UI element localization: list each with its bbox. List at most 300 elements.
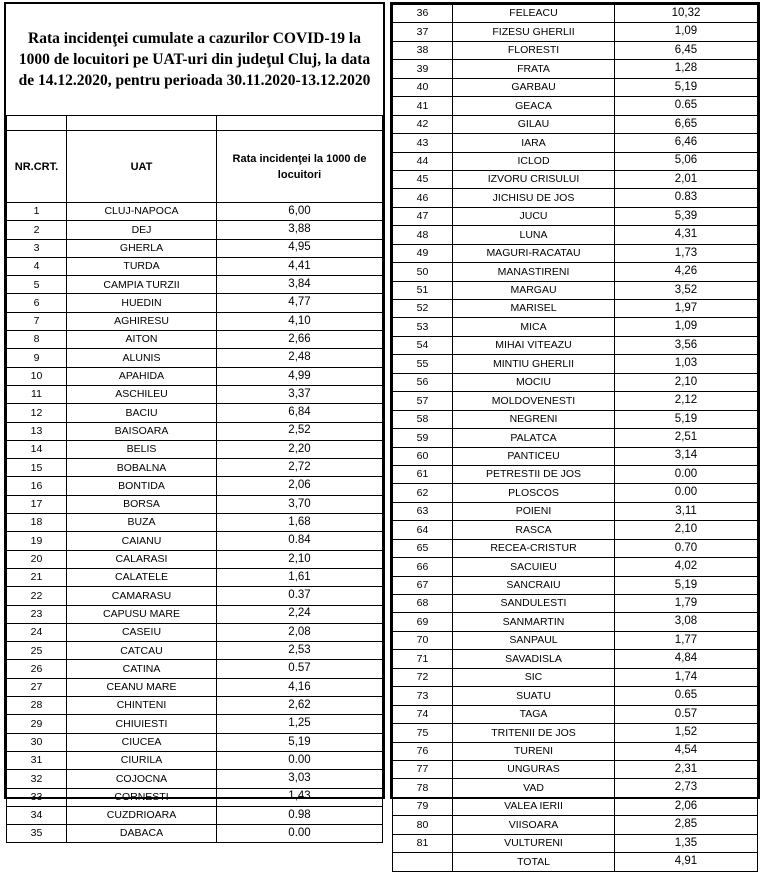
row-number: 13 [7,422,67,440]
table-row [393,521,758,539]
uat-name: PLOSCOS [453,484,615,502]
incidence-rate: 4,10 [217,312,383,330]
incidence-rate: 0.83 [615,189,758,207]
table-row [393,447,758,465]
row-number: 31 [7,751,67,769]
uat-name: DEJ [67,221,217,239]
uat-name: IARA [453,134,615,152]
table-row [7,660,383,678]
incidence-rate: 2,52 [217,422,383,440]
uat-name: AITON [67,331,217,349]
uat-name: SANMARTIN [453,613,615,631]
incidence-table-right [392,4,758,872]
incidence-rate: 1,28 [615,60,758,78]
incidence-rate: 3,08 [615,613,758,631]
incidence-rate: 3,37 [217,385,383,403]
row-number: 6 [7,294,67,312]
row-number: 67 [393,576,453,594]
table-row [7,239,383,257]
table-row [7,605,383,623]
uat-name: CAMPIA TURZII [67,276,217,294]
table-row [393,392,758,410]
incidence-rate: 4,31 [615,226,758,244]
uat-name: PANTICEU [453,447,615,465]
row-number: 64 [393,521,453,539]
table-row [393,724,758,742]
incidence-rate: 1,43 [217,788,383,806]
table-row [7,751,383,769]
row-number: 56 [393,373,453,391]
table-row [393,410,758,428]
table-row [7,678,383,696]
table-row [7,459,383,477]
incidence-rate: 5,19 [217,733,383,751]
table-row [393,336,758,354]
uat-name: PETRESTII DE JOS [453,465,615,483]
row-number: 37 [393,23,453,41]
uat-name: CATCAU [67,642,217,660]
incidence-rate: 3,56 [615,336,758,354]
incidence-rate: 10,32 [615,5,758,23]
row-number: 38 [393,41,453,59]
row-number: 5 [7,276,67,294]
incidence-rate: 1,61 [217,568,383,586]
incidence-rate: 0.57 [615,705,758,723]
uat-name: RASCA [453,521,615,539]
incidence-rate: 5,19 [615,410,758,428]
row-number: 28 [7,697,67,715]
incidence-table-left [6,116,383,843]
row-number: 68 [393,595,453,613]
incidence-rate: 2,72 [217,459,383,477]
row-number: 2 [7,221,67,239]
table-row [7,477,383,495]
total-nr-cell [393,853,453,871]
uat-name: MOCIU [453,373,615,391]
incidence-rate: 0.00 [615,484,758,502]
uat-name: VIISOARA [453,816,615,834]
row-number: 48 [393,226,453,244]
incidence-rate: 2,48 [217,349,383,367]
row-number: 23 [7,605,67,623]
incidence-rate: 2,73 [615,779,758,797]
uat-name: CORNESTI [67,788,217,806]
table-row [7,825,383,843]
incidence-rate: 5,39 [615,207,758,225]
row-number: 72 [393,668,453,686]
uat-name: SUATU [453,687,615,705]
uat-name: VULTURENI [453,834,615,852]
uat-name: CATINA [67,660,217,678]
uat-name: SIC [453,668,615,686]
row-number: 57 [393,392,453,410]
row-number: 54 [393,336,453,354]
incidence-rate: 2,85 [615,816,758,834]
incidence-rate: 1,97 [615,300,758,318]
table-row [393,226,758,244]
table-row [393,115,758,133]
right-table-panel [390,2,760,868]
uat-name: CASEIU [67,623,217,641]
incidence-rate: 2,10 [217,550,383,568]
row-number: 81 [393,834,453,852]
total-rate: 4,91 [615,853,758,871]
incidence-rate: 2,51 [615,429,758,447]
incidence-rate: 2,01 [615,170,758,188]
table-row [7,733,383,751]
row-number: 77 [393,760,453,778]
uat-name: ALUNIS [67,349,217,367]
left-rows [7,203,383,843]
incidence-rate: 1,68 [217,514,383,532]
row-number: 36 [393,5,453,23]
table-row [393,78,758,96]
incidence-rate: 0.00 [217,825,383,843]
header-rate: Rata incidenţei la 1000 de locuitori [217,131,383,203]
uat-name: RECEA-CRISTUR [453,539,615,557]
table-row [393,244,758,262]
row-number: 49 [393,244,453,262]
table-row [393,797,758,815]
table-row [7,221,383,239]
table-row [393,263,758,281]
row-number: 58 [393,410,453,428]
row-number: 51 [393,281,453,299]
uat-name: MARGAU [453,281,615,299]
table-row [393,429,758,447]
table-row [393,613,758,631]
uat-name: FIZESU GHERLII [453,23,615,41]
row-number: 47 [393,207,453,225]
uat-name: MANASTIRENI [453,263,615,281]
table-row [393,207,758,225]
table-row [7,587,383,605]
uat-name: MINTIU GHERLII [453,355,615,373]
table-row [393,502,758,520]
uat-name: NEGRENI [453,410,615,428]
right-rows [393,5,758,853]
incidence-rate: 4,16 [217,678,383,696]
row-number: 17 [7,495,67,513]
incidence-rate: 0.84 [217,532,383,550]
incidence-rate: 6,65 [615,115,758,133]
incidence-rate: 0.98 [217,806,383,824]
uat-name: CALATELE [67,568,217,586]
uat-name: MARISEL [453,300,615,318]
row-number: 25 [7,642,67,660]
incidence-rate: 0.00 [615,465,758,483]
incidence-rate: 2,10 [615,373,758,391]
incidence-rate: 2,06 [615,797,758,815]
uat-name: CIURILA [67,751,217,769]
table-row [393,189,758,207]
incidence-rate: 3,88 [217,221,383,239]
uat-name: TRITENII DE JOS [453,724,615,742]
incidence-rate: 0.00 [217,751,383,769]
table-row [7,495,383,513]
table-row [7,276,383,294]
uat-name: CAPUSU MARE [67,605,217,623]
row-number: 45 [393,170,453,188]
uat-name: AGHIRESU [67,312,217,330]
table-row [393,300,758,318]
table-row [393,816,758,834]
uat-name: COJOCNA [67,770,217,788]
row-number: 15 [7,459,67,477]
incidence-rate: 1,74 [615,668,758,686]
table-row [393,23,758,41]
incidence-rate: 1,77 [615,631,758,649]
table-row [393,834,758,852]
incidence-rate: 1,03 [615,355,758,373]
incidence-rate: 4,26 [615,263,758,281]
table-row [7,349,383,367]
uat-name: CHINTENI [67,697,217,715]
row-number: 52 [393,300,453,318]
uat-name: FELEACU [453,5,615,23]
table-row [393,60,758,78]
table-row [393,668,758,686]
uat-name: BAISOARA [67,422,217,440]
incidence-rate: 2,24 [217,605,383,623]
incidence-rate: 2,12 [615,392,758,410]
row-number: 11 [7,385,67,403]
uat-name: CHIUIESTI [67,715,217,733]
table-row [393,97,758,115]
header-nr: NR.CRT. [7,131,67,203]
uat-name: APAHIDA [67,367,217,385]
page-title: Rata incidenţei cumulate a cazurilor COVID-19 la 1000 de locuitori pe UAT-uri din judeţul Cluj, la data de 14.12.2020, pentru perioada 30.11.2020-13.12.2020 [6,4,383,116]
table-row [7,385,383,403]
row-number: 63 [393,502,453,520]
row-number: 8 [7,331,67,349]
uat-name: TURDA [67,257,217,275]
incidence-rate: 1,09 [615,23,758,41]
row-number: 60 [393,447,453,465]
incidence-rate: 3,03 [217,770,383,788]
uat-name: MICA [453,318,615,336]
uat-name: PALATCA [453,429,615,447]
uat-name: VAD [453,779,615,797]
row-number: 79 [393,797,453,815]
row-number: 27 [7,678,67,696]
row-number: 4 [7,257,67,275]
table-row [393,760,758,778]
incidence-rate: 1,52 [615,724,758,742]
incidence-rate: 4,77 [217,294,383,312]
uat-name: GARBAU [453,78,615,96]
header-row [7,131,383,203]
uat-name: CAMARASU [67,587,217,605]
row-number: 42 [393,115,453,133]
row-number: 50 [393,263,453,281]
uat-name: TURENI [453,742,615,760]
table-row [393,170,758,188]
table-row [393,650,758,668]
uat-name: ASCHILEU [67,385,217,403]
table-row [393,539,758,557]
incidence-rate: 0.65 [615,97,758,115]
uat-name: CEANU MARE [67,678,217,696]
row-number: 30 [7,733,67,751]
row-number: 10 [7,367,67,385]
incidence-rate: 1,09 [615,318,758,336]
incidence-rate: 2,31 [615,760,758,778]
row-number: 9 [7,349,67,367]
table-row [7,514,383,532]
incidence-rate: 3,70 [217,495,383,513]
row-number: 53 [393,318,453,336]
row-number: 69 [393,613,453,631]
uat-name: VALEA IERII [453,797,615,815]
uat-name: MIHAI VITEAZU [453,336,615,354]
incidence-rate: 4,54 [615,742,758,760]
table-row [393,595,758,613]
row-number: 7 [7,312,67,330]
uat-name: DABACA [67,825,217,843]
uat-name: SACUIEU [453,558,615,576]
table-row [7,806,383,824]
table-row [7,568,383,586]
incidence-rate: 1,79 [615,595,758,613]
table-row [393,5,758,23]
uat-name: SAVADISLA [453,650,615,668]
uat-name: LUNA [453,226,615,244]
row-number: 41 [393,97,453,115]
table-row [7,312,383,330]
row-number: 55 [393,355,453,373]
incidence-rate: 0.37 [217,587,383,605]
uat-name: IZVORU CRISULUI [453,170,615,188]
incidence-rate: 6,46 [615,134,758,152]
table-row [393,318,758,336]
table-row [7,367,383,385]
uat-name: BACIU [67,404,217,422]
incidence-rate: 4,84 [615,650,758,668]
total-row [393,853,758,871]
table-row [7,422,383,440]
uat-name: JUCU [453,207,615,225]
uat-name: SANDULESTI [453,595,615,613]
table-row [7,623,383,641]
row-number: 70 [393,631,453,649]
row-number: 33 [7,788,67,806]
uat-name: FRATA [453,60,615,78]
table-row [393,705,758,723]
table-row [7,203,383,221]
row-number: 80 [393,816,453,834]
incidence-rate: 0.70 [615,539,758,557]
incidence-rate: 6,45 [615,41,758,59]
incidence-rate: 2,20 [217,440,383,458]
table-row [393,558,758,576]
table-row [393,631,758,649]
row-number: 39 [393,60,453,78]
table-row [393,484,758,502]
uat-name: SANPAUL [453,631,615,649]
table-row [7,715,383,733]
row-number: 18 [7,514,67,532]
row-number: 35 [7,825,67,843]
uat-name: BUZA [67,514,217,532]
uat-name: MOLDOVENESTI [453,392,615,410]
table-row [393,465,758,483]
row-number: 78 [393,779,453,797]
incidence-rate: 2,06 [217,477,383,495]
incidence-rate: 3,84 [217,276,383,294]
uat-name: BONTIDA [67,477,217,495]
incidence-rate: 6,84 [217,404,383,422]
row-number: 75 [393,724,453,742]
incidence-rate: 2,10 [615,521,758,539]
incidence-rate: 2,08 [217,623,383,641]
left-table-panel [4,2,385,840]
row-number: 62 [393,484,453,502]
row-number: 3 [7,239,67,257]
row-number: 66 [393,558,453,576]
incidence-rate: 2,53 [217,642,383,660]
incidence-rate: 0.65 [615,687,758,705]
table-row [7,550,383,568]
incidence-rate: 2,62 [217,697,383,715]
incidence-rate: 4,99 [217,367,383,385]
row-number: 16 [7,477,67,495]
uat-name: GEACA [453,97,615,115]
row-number: 34 [7,806,67,824]
table-row [7,642,383,660]
incidence-rate: 5,06 [615,152,758,170]
table-row [393,41,758,59]
spacer-row [7,116,383,131]
row-number: 20 [7,550,67,568]
table-row [393,779,758,797]
incidence-rate: 3,14 [615,447,758,465]
uat-name: BORSA [67,495,217,513]
incidence-rate: 1,73 [615,244,758,262]
total-label: TOTAL [453,853,615,871]
row-number: 59 [393,429,453,447]
incidence-rate: 0.57 [217,660,383,678]
incidence-rate: 4,02 [615,558,758,576]
row-number: 21 [7,568,67,586]
table-row [393,742,758,760]
uat-name: UNGURAS [453,760,615,778]
table-row [7,532,383,550]
incidence-rate: 3,52 [615,281,758,299]
incidence-rate: 4,41 [217,257,383,275]
incidence-rate: 2,66 [217,331,383,349]
row-number: 32 [7,770,67,788]
row-number: 74 [393,705,453,723]
table-row [7,331,383,349]
uat-name: BELIS [67,440,217,458]
table-row [7,697,383,715]
row-number: 19 [7,532,67,550]
row-number: 14 [7,440,67,458]
row-number: 44 [393,152,453,170]
table-row [393,281,758,299]
uat-name: CUZDRIOARA [67,806,217,824]
table-row [393,373,758,391]
table-row [393,687,758,705]
incidence-rate: 3,11 [615,502,758,520]
uat-name: HUEDIN [67,294,217,312]
table-row [7,257,383,275]
row-number: 26 [7,660,67,678]
row-number: 12 [7,404,67,422]
table-row [7,294,383,312]
row-number: 46 [393,189,453,207]
